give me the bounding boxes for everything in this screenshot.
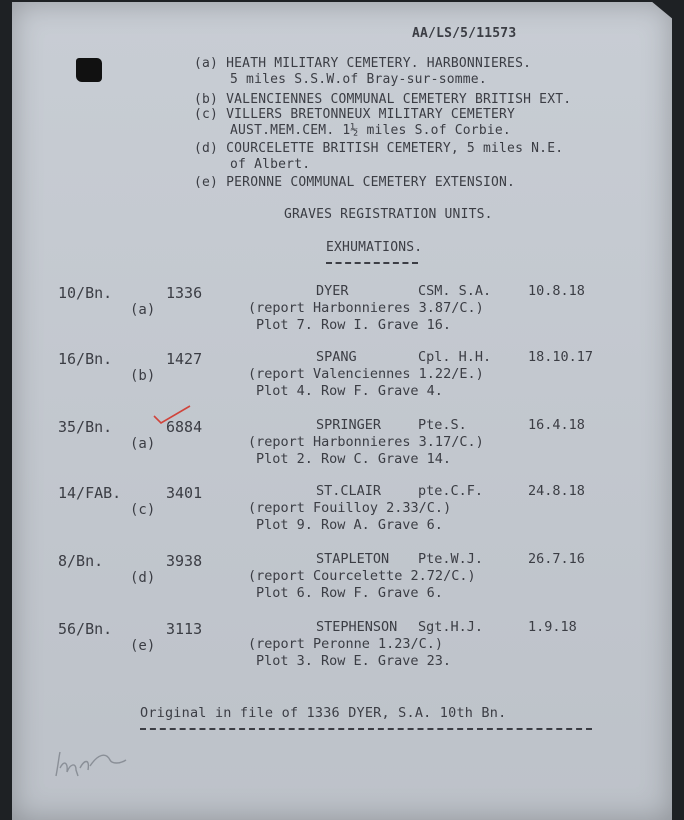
record-service-number: 3938 [166,552,203,570]
heading-exhumations: EXHUMATIONS. [326,240,423,255]
record-report: (report Harbonnieres 3.87/C.) [248,300,484,316]
record-service-number: 1427 [166,350,203,368]
cemetery-c-line2: AUST.MEM.CEM. 1½ miles S.of Corbie. [230,123,511,138]
record-rank: Pte.W.J. [418,551,484,567]
heading-underline [326,262,418,264]
cemetery-d-line1: (d) COURCELETTE BRITISH CEMETERY, 5 miles N.E. [194,141,564,156]
record-report: (report Fouilloy 2.33/C.) [248,500,452,516]
record-grave: Plot 7. Row I. Grave 16. [256,317,452,333]
red-tick-mark [152,404,192,426]
footer-underline [140,728,592,730]
record-date: 16.4.18 [528,417,585,433]
cemetery-b: (b) VALENCIENNES COMMUNAL CEMETERY BRITISH EXT. [194,92,572,107]
record-rank: Pte.S. [418,417,467,433]
record-cemetery-letter: (e) [130,638,156,654]
record-service-number: 1336 [166,284,203,302]
record-service-number: 6884 [166,418,203,436]
record-grave: Plot 6. Row F. Grave 6. [256,585,443,601]
record-unit: 10/Bn. [58,284,113,302]
punch-hole [76,58,102,82]
cemetery-d-line2: of Albert. [230,157,311,172]
record-name: SPRINGER [316,417,382,433]
record-service-number: 3401 [166,484,203,502]
cemetery-c-line1: (c) VILLERS BRETONNEUX MILITARY CEMETERY [194,107,516,122]
record-name: DYER [316,283,349,299]
record-date: 18.10.17 [528,349,594,365]
record-date: 24.8.18 [528,483,585,499]
record-rank: Sgt.H.J. [418,619,484,635]
record-unit: 56/Bn. [58,620,113,638]
cemetery-a-line2: 5 miles S.S.W.of Bray-sur-somme. [230,72,487,87]
file-reference: AA/LS/5/11573 [412,26,517,41]
record-unit: 16/Bn. [58,350,113,368]
record-grave: Plot 2. Row C. Grave 14. [256,451,452,467]
record-grave: Plot 9. Row A. Grave 6. [256,517,443,533]
record-date: 10.8.18 [528,283,585,299]
record-cemetery-letter: (c) [130,502,156,518]
record-name: STAPLETON [316,551,390,567]
record-date: 1.9.18 [528,619,577,635]
record-unit: 14/FAB. [58,484,122,502]
heading-graves-registration: GRAVES REGISTRATION UNITS. [284,207,493,222]
record-rank: pte.C.F. [418,483,484,499]
record-cemetery-letter: (d) [130,570,156,586]
record-name: SPANG [316,349,357,365]
cemetery-e: (e) PERONNE COMMUNAL CEMETERY EXTENSION. [194,175,516,190]
record-unit: 35/Bn. [58,418,113,436]
record-report: (report Courcelette 2.72/C.) [248,568,476,584]
footer-note: Original in file of 1336 DYER, S.A. 10th Bn. [140,705,507,721]
record-report: (report Harbonnieres 3.17/C.) [248,434,484,450]
record-rank: CSM. S.A. [418,283,492,299]
record-unit: 8/Bn. [58,552,104,570]
record-rank: Cpl. H.H. [418,349,492,365]
record-grave: Plot 3. Row E. Grave 23. [256,653,452,669]
record-grave: Plot 4. Row F. Grave 4. [256,383,443,399]
pencil-initials [50,746,130,786]
record-date: 26.7.16 [528,551,585,567]
record-name: STEPHENSON [316,619,398,635]
record-cemetery-letter: (a) [130,302,156,318]
record-service-number: 3113 [166,620,203,638]
record-cemetery-letter: (a) [130,436,156,452]
record-cemetery-letter: (b) [130,368,156,384]
cemetery-a-line1: (a) HEATH MILITARY CEMETERY. HARBONNIERES. [194,56,532,71]
record-name: ST.CLAIR [316,483,382,499]
record-report: (report Valenciennes 1.22/E.) [248,366,484,382]
record-report: (report Peronne 1.23/C.) [248,636,444,652]
